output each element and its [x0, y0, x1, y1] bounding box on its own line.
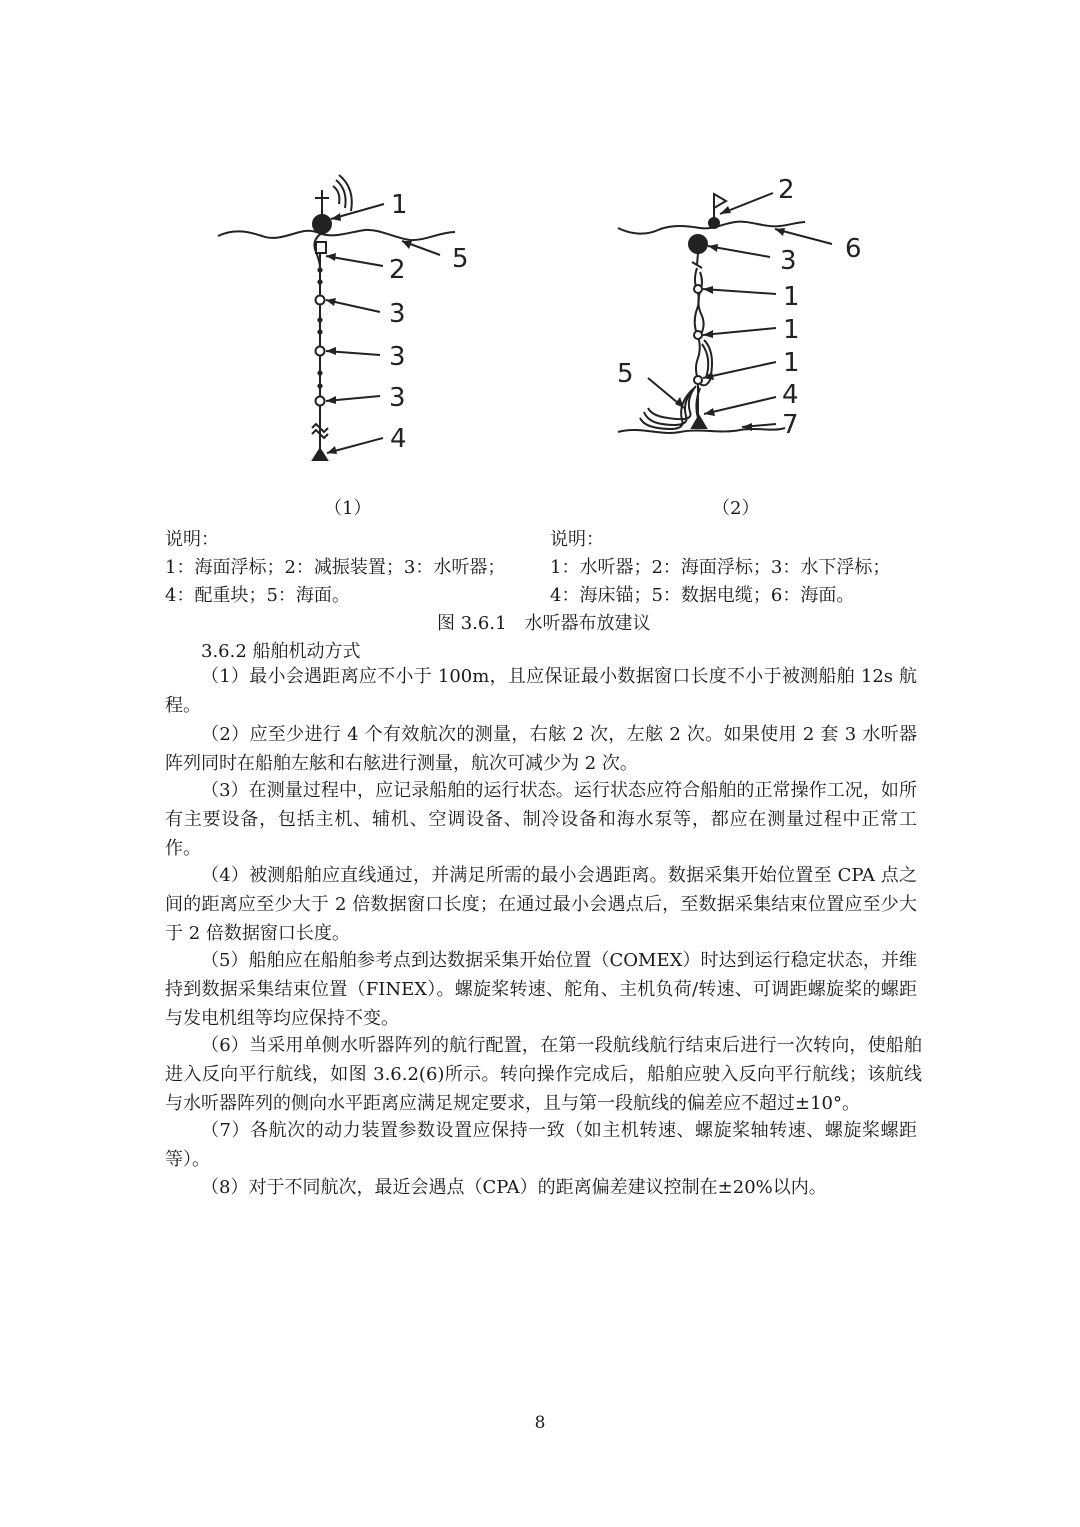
left-legend-title: 说明： — [165, 529, 219, 550]
callout-label: 6 — [845, 234, 862, 264]
hydrophone-1 — [694, 285, 702, 293]
paragraph-item-6: （6）当采用单侧水听器阵列的航行配置，在第一段航线航行结束后进行一次转向，使船舶进入反向平行航线，如图 3.6.2(6)所示。转向操作完成后，船舶应驶入反向平行航线；该航线与水听器阵列的侧向水平距离应满足规定要求，且与第一段航线的偏差应不超过±10°。 — [165, 1035, 922, 1114]
callout-label: 1 — [783, 348, 800, 378]
callout-label: 5 — [617, 359, 634, 389]
section-heading: 3.6.2 船舶机动方式 — [201, 641, 361, 662]
callout-label: 3 — [389, 383, 406, 413]
data-cable — [648, 386, 696, 419]
callout-label: 5 — [452, 244, 469, 274]
underwater-buoy — [689, 235, 707, 253]
paragraph-item-8: （8）对于不同航次，最近会遇点（CPA）的距离偏差建议控制在±20%以内。 — [201, 1177, 827, 1198]
callout-label: 3 — [389, 342, 406, 372]
left-legend-line: 1：海面浮标；2：减振装置；3：水听器； — [165, 557, 506, 578]
right-callouts — [617, 175, 862, 440]
callout-label: 2 — [778, 175, 795, 205]
paragraph-item-4: （4）被测船舶应直线通过，并满足所需的最小会遇距离。数据采集开始位置至 CPA 点之间的距离应至少大于 2 倍数据窗口长度；在通过最小会遇点后，至数据采集结束位置应至少大于 2 倍数据窗口长度。 — [165, 865, 917, 944]
surface-buoy — [709, 218, 719, 228]
callout-label: 4 — [782, 380, 799, 410]
page-number: 8 — [534, 1413, 546, 1433]
hydrophone-2 — [316, 347, 325, 356]
right-subcaption: （2） — [712, 498, 760, 519]
hydrophone-2 — [694, 331, 702, 339]
paragraph-item-7: （7）各航次的动力装置参数设置应保持一致（如主机转速、螺旋桨轴转速、螺旋桨螺距等）。 — [165, 1120, 917, 1170]
seabed-anchor — [692, 416, 706, 428]
callout-label: 1 — [783, 315, 800, 345]
sea-surface-line — [218, 230, 455, 240]
callout-label: 7 — [782, 410, 799, 440]
callout-label: 4 — [390, 424, 407, 454]
hydrophone-deployment-figure — [0, 0, 1080, 540]
hydrophone-3 — [316, 397, 325, 406]
right-legend-line: 4：海床锚；5：数据电缆；6：海面。 — [550, 585, 855, 606]
paragraph-item-2: （2）应至少进行 4 个有效航次的测量，右舷 2 次，左舷 2 次。如果使用 2 套 3 水听器阵列同时在船舶左舷和右舷进行测量，航次可减少为 2 次。 — [165, 724, 917, 774]
left-callouts — [389, 190, 469, 454]
callout-label: 3 — [389, 299, 406, 329]
hydrophone-1 — [316, 296, 325, 305]
paragraph-item-1: （1）最小会遇距离应不小于 100m，且应保证最小数据窗口长度不小于被测船舶 12s 航程。 — [165, 666, 917, 716]
surface-buoy — [313, 215, 331, 233]
left-subcaption: （1） — [324, 498, 372, 519]
callout-label: 1 — [391, 190, 408, 220]
callout-label: 3 — [780, 246, 797, 276]
right-legend-title: 说明： — [550, 529, 604, 550]
damper-device — [316, 242, 326, 253]
left-diagram — [218, 175, 455, 460]
left-legend-line: 4：配重块；5：海面。 — [165, 585, 350, 606]
hydrophone-3 — [694, 376, 702, 384]
paragraph-item-3: （3）在测量过程中，应记录船舶的运行状态。运行状态应符合船舶的正常操作工况，如所有主要设备，包括主机、辅机、空调设备、制冷设备和海水泵等，都应在测量过程中正常工作。 — [165, 780, 917, 859]
callout-label: 2 — [389, 255, 406, 285]
callout-label: 1 — [783, 282, 800, 312]
weight-block — [313, 449, 327, 460]
paragraph-item-5: （5）船舶应在船舶参考点到达数据采集开始位置（COMEX）时达到运行稳定状态，并维持到数据采集结束位置（FINEX）。螺旋桨转速、舵角、主机负荷/转速、可调距螺旋桨的螺距与发电机组等均应保持不变。 — [165, 950, 917, 1029]
right-legend-line: 1：水听器；2：海面浮标；3：水下浮标； — [550, 557, 891, 578]
right-diagram — [618, 193, 832, 433]
figure-caption: 图 3.6.1 水听器布放建议 — [437, 613, 651, 634]
